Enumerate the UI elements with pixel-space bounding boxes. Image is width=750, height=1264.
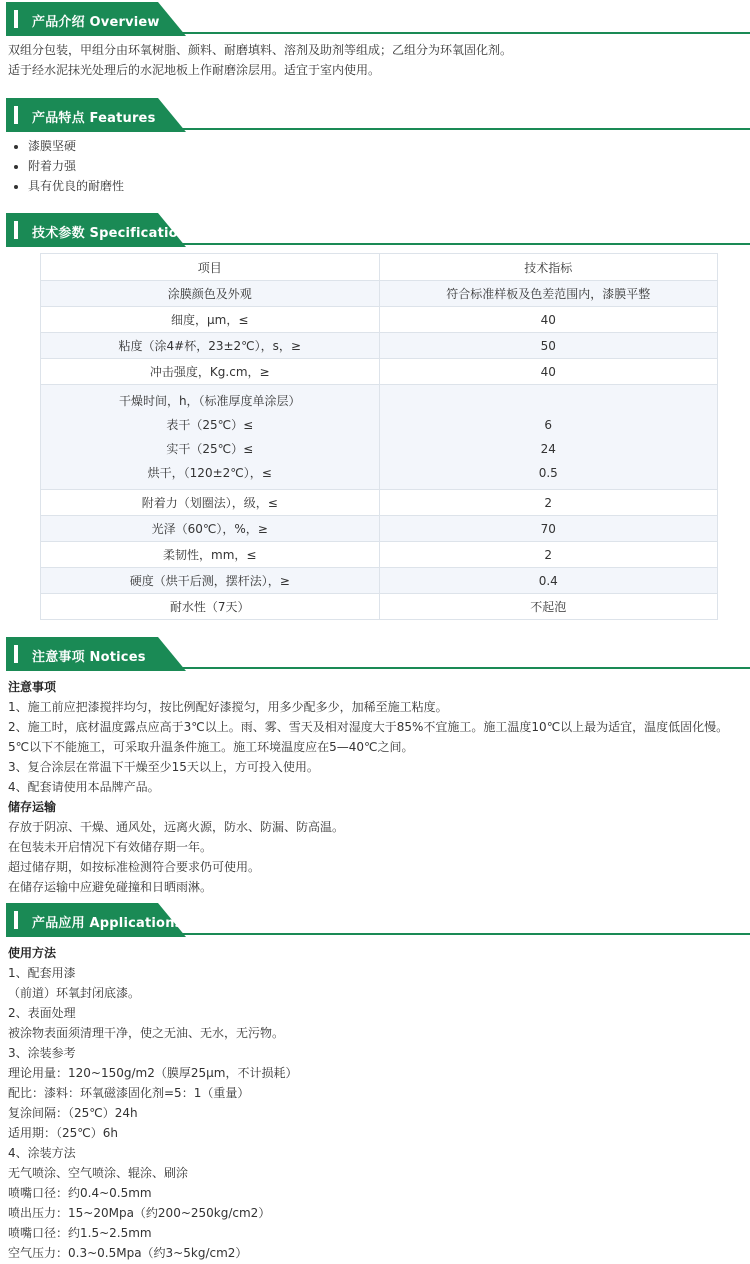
applications-title: 产品应用 Applications <box>32 916 183 931</box>
drying-value: 0.5 <box>538 466 558 480</box>
table-row-drying <box>41 385 718 490</box>
list-item: • 附着力强 <box>28 156 750 176</box>
notices-subtitle: 注意事项 <box>8 680 57 694</box>
storage-item: 存放于阴凉、干燥、通风处，远离火源，防水、防漏、防高温。 <box>8 820 345 834</box>
application-line: 喷嘴口径：约1.5~2.5mm <box>8 1226 152 1240</box>
storage-item: 在包装未开启情况下有效储存期一年。 <box>8 840 213 854</box>
cell-item: 粘度（涂4#杯，23±2℃），s，≥ <box>41 333 380 359</box>
applications-section <box>0 903 750 1263</box>
cell-value: 不起泡 <box>379 594 718 620</box>
specs-title: 技术参数 Specifications <box>32 226 196 241</box>
table-row <box>41 568 718 594</box>
cell-item: 硬度（烘干后测，摆杆法），≥ <box>41 568 380 594</box>
application-line: 喷出压力：15~20Mpa（约200~250kg/cm2） <box>8 1206 271 1220</box>
specs-table <box>40 253 718 620</box>
storage-subtitle: 储存运输 <box>8 800 57 814</box>
drying-line: 实干（25℃）≤ <box>166 442 254 456</box>
cell-value: 2 <box>379 490 718 516</box>
application-line: 被涂物表面须清理干净，使之无油、无水，无污物。 <box>8 1026 285 1040</box>
notices-section <box>0 637 750 897</box>
storage-item: 超过储存期，如按标准检测符合要求仍可使用。 <box>8 860 261 874</box>
notice-item: 1、施工前应把漆搅拌均匀，按比例配好漆搅匀，用多少配多少，加稀至施工粘度。 <box>8 700 448 714</box>
specs-header <box>6 213 750 247</box>
notice-item: 2、施工时，底材温度露点应高于3℃以上。雨、雾、雪天及相对湿度大于85%不宜施工。施工温度10℃以上最为适宜，温度低固化慢。5℃以下不能施工，可采取升温条件施工。施工环境温度应在5—40℃之间。 <box>8 720 729 754</box>
overview-line: 适于经水泥抹光处理后的水泥地板上作耐磨涂层用。适宜于室内使用。 <box>8 63 381 77</box>
drying-line: 表干（25℃）≤ <box>166 418 254 432</box>
list-item: • 漆膜坚硬 <box>28 136 750 156</box>
overview-header <box>6 2 750 36</box>
application-line: 适用期：（25℃）6h <box>8 1126 118 1140</box>
application-line: 1、配套用漆 <box>8 966 76 980</box>
features-section <box>0 98 750 196</box>
table-header-row <box>41 254 718 281</box>
drying-value: 24 <box>540 442 556 456</box>
cell-value: 40 <box>379 307 718 333</box>
cell-item: 柔韧性，mm，≤ <box>41 542 380 568</box>
application-line: 理论用量：120~150g/m2（膜厚25μm，不计损耗） <box>8 1066 298 1080</box>
cell-item: 冲击强度，Kg.cm，≥ <box>41 359 380 385</box>
header-value: 技术指标 <box>379 254 718 281</box>
cell-value: 符合标准样板及色差范围内，漆膜平整 <box>379 281 718 307</box>
cell-item: 光泽（60℃），%，≥ <box>41 516 380 542</box>
table-row <box>41 281 718 307</box>
applications-subtitle: 使用方法 <box>8 946 57 960</box>
notice-item: 3、复合涂层在常温下干燥至少15天以上，方可投入使用。 <box>8 760 319 774</box>
features-list <box>0 136 750 196</box>
drying-line: 干燥时间，h，（标准厚度单涂层） <box>118 394 301 408</box>
table-row <box>41 307 718 333</box>
storage-item: 在储存运输中应避免碰撞和日晒雨淋。 <box>8 880 213 894</box>
table-row <box>41 490 718 516</box>
overview-title: 产品介绍 Overview <box>32 15 160 30</box>
application-line: 无气喷涂、空气喷涂、辊涂、刷涂 <box>8 1166 189 1180</box>
drying-value: 6 <box>544 418 553 432</box>
cell-value: 40 <box>379 359 718 385</box>
application-line: 复涂间隔：（25℃）24h <box>8 1106 138 1120</box>
table-row <box>41 516 718 542</box>
application-line: 3、涂装参考 <box>8 1046 76 1060</box>
notices-header <box>6 637 750 671</box>
cell-item: 细度，μm，≤ <box>41 307 380 333</box>
specs-section <box>0 213 750 247</box>
header-item: 项目 <box>41 254 380 281</box>
application-line: （前道）环氧封闭底漆。 <box>8 986 141 1000</box>
cell-value-drying <box>379 385 718 490</box>
cell-value: 0.4 <box>379 568 718 594</box>
cell-item: 附着力（划圈法），级，≤ <box>41 490 380 516</box>
application-line: 2、表面处理 <box>8 1006 76 1020</box>
table-row <box>41 359 718 385</box>
application-line: 空气压力：0.3~0.5Mpa（约3~5kg/cm2） <box>8 1246 248 1260</box>
applications-header <box>6 903 750 937</box>
cell-value: 2 <box>379 542 718 568</box>
cell-value: 50 <box>379 333 718 359</box>
notices-title: 注意事项 Notices <box>32 650 146 665</box>
cell-item-drying <box>41 385 380 490</box>
cell-item: 耐水性（7天） <box>41 594 380 620</box>
application-line: 喷嘴口径：约0.4~0.5mm <box>8 1186 152 1200</box>
drying-line: 烘干，（120±2℃），≤ <box>147 466 272 480</box>
cell-value: 70 <box>379 516 718 542</box>
list-item: • 具有优良的耐磨性 <box>28 176 750 196</box>
table-row <box>41 333 718 359</box>
overview-section <box>0 2 750 80</box>
table-row <box>41 594 718 620</box>
application-line: 4、涂装方法 <box>8 1146 76 1160</box>
notice-item: 4、配套请使用本品牌产品。 <box>8 780 160 794</box>
features-title: 产品特点 Features <box>32 111 156 126</box>
table-row <box>41 542 718 568</box>
features-header <box>6 98 750 132</box>
overview-line: 双组分包装，甲组分由环氧树脂、颜料、耐磨填料、溶剂及助剂等组成；乙组分为环氧固化剂。 <box>8 43 513 57</box>
cell-item: 涂膜颜色及外观 <box>41 281 380 307</box>
drying-value <box>384 389 714 413</box>
application-line: 配比：漆料：环氧磁漆固化剂=5：1（重量） <box>8 1086 250 1100</box>
